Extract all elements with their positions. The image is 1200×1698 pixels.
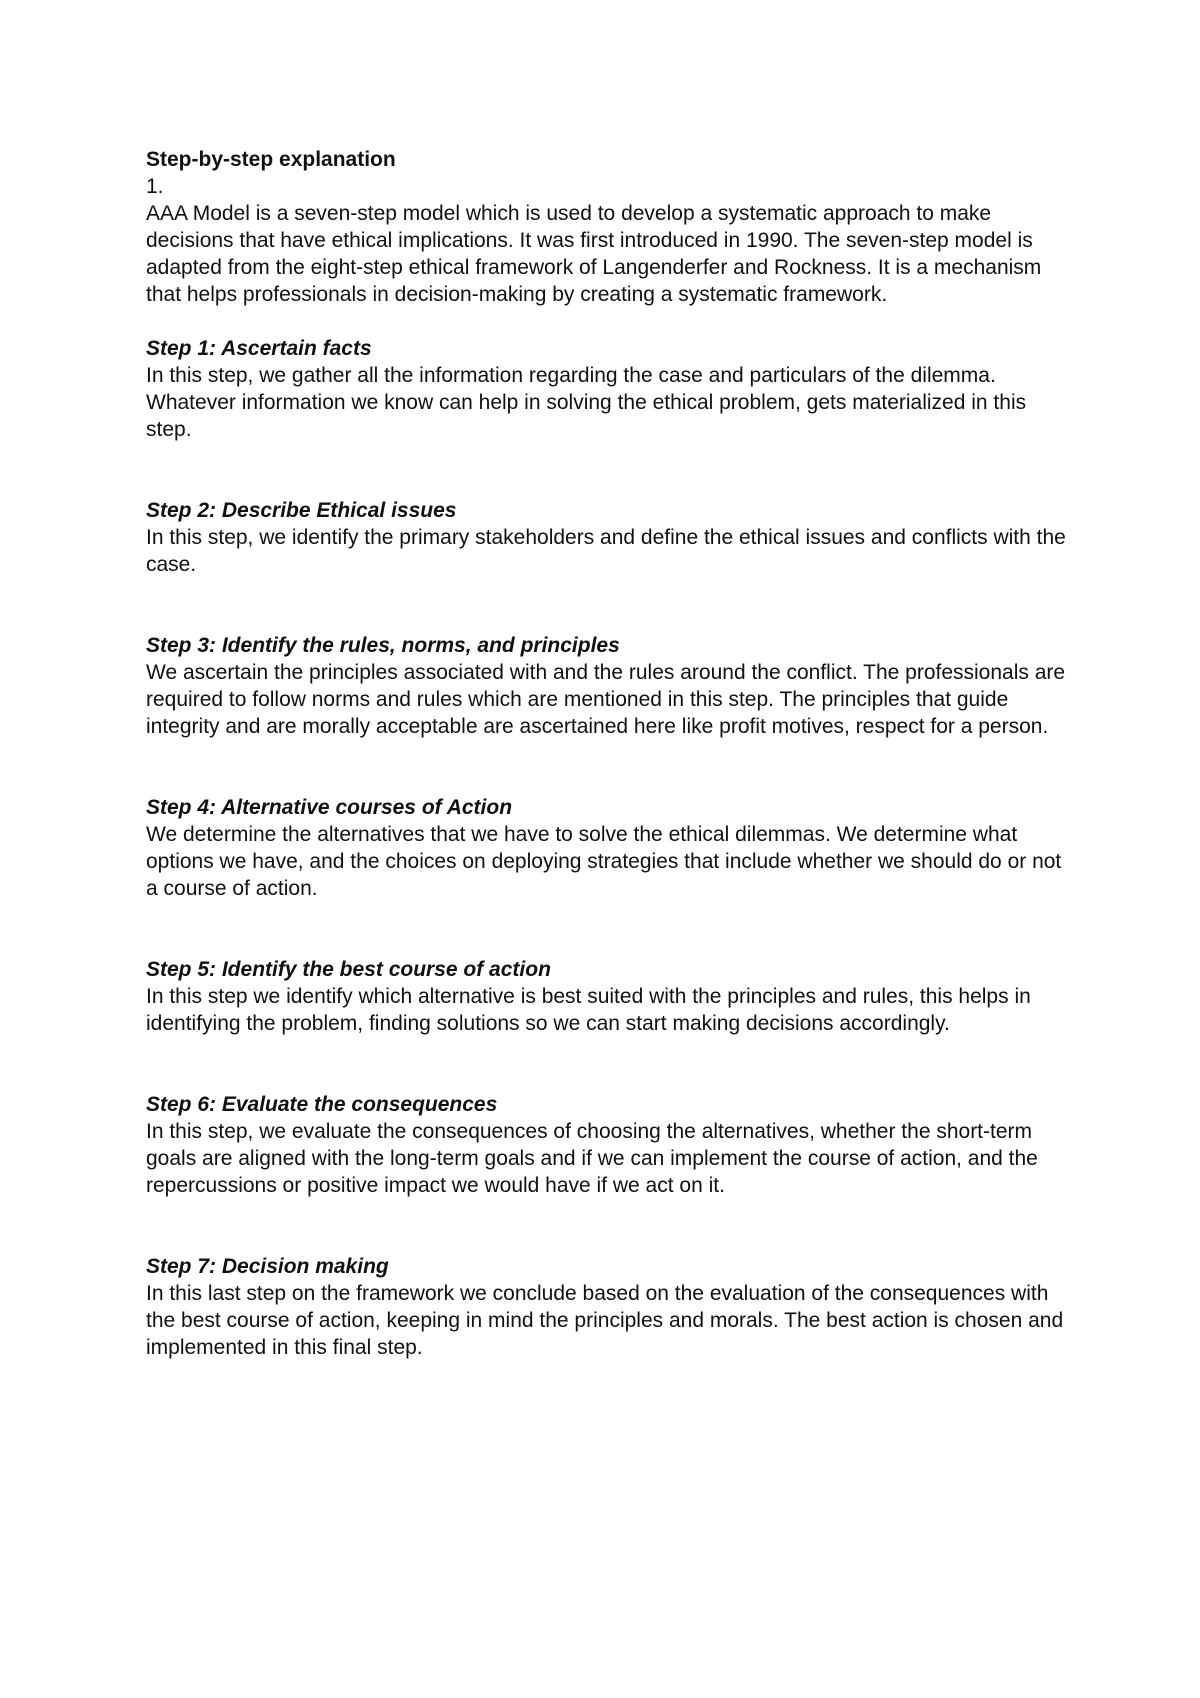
- step-heading: Step 7: Decision making: [146, 1255, 389, 1278]
- step-body: We determine the alternatives that we have to solve the ethical dilemmas. We determine what options we have, and the choices on deploying strategies that include whether we should do or not a course of action.: [146, 823, 1062, 900]
- intro-paragraph: AAA Model is a seven-step model which is used to develop a systematic approach to make decisions that have ethical implications. It was first introduced in 1990. The seven-step model is adapted from the eight-step ethical framework of Langenderfer and Rockness. It is a mechanism that helps professionals in decision-making by creating a systematic framework.: [146, 202, 1042, 306]
- step-heading: Step 6: Evaluate the consequences: [146, 1093, 498, 1116]
- spacer: [146, 1199, 1066, 1253]
- step-4: [146, 794, 1066, 902]
- step-3: [146, 632, 1066, 740]
- step-body: We ascertain the principles associated with and the rules around the conflict. The professionals are required to follow norms and rules which are mentioned in this step. The principles that guide integrity and are morally acceptable are ascertained here like profit motives, respect for a person.: [146, 661, 1066, 738]
- step-1: [146, 335, 1066, 443]
- step-body: In this step we identify which alternative is best suited with the principles and rules, this helps in identifying the problem, finding solutions so we can start making decisions accordingly.: [146, 985, 1031, 1035]
- spacer: [146, 740, 1066, 794]
- step-body: In this step, we evaluate the consequences of choosing the alternatives, whether the short-term goals are aligned with the long-term goals and if we can implement the course of action, and the repercussions or positive impact we would have if we act on it.: [146, 1120, 1038, 1197]
- section-number: 1.: [146, 175, 164, 198]
- step-heading: Step 5: Identify the best course of action: [146, 958, 551, 981]
- spacer: [146, 902, 1066, 956]
- spacer: [146, 308, 1066, 335]
- step-heading: Step 4: Alternative courses of Action: [146, 796, 513, 819]
- spacer: [146, 1037, 1066, 1091]
- spacer: [146, 443, 1066, 497]
- document-content: [146, 146, 1066, 1361]
- step-body: In this step, we gather all the information regarding the case and particulars of the dilemma. Whatever information we know can help in solving the ethical problem, gets materialized in this step.: [146, 364, 1027, 441]
- step-6: [146, 1091, 1066, 1199]
- step-body: In this step, we identify the primary stakeholders and define the ethical issues and conflicts with the case.: [146, 526, 1066, 576]
- step-2: [146, 497, 1066, 578]
- step-7: [146, 1253, 1066, 1361]
- step-heading: Step 1: Ascertain facts: [146, 337, 372, 360]
- step-5: [146, 956, 1066, 1037]
- step-heading: Step 3: Identify the rules, norms, and principles: [146, 634, 620, 657]
- spacer: [146, 578, 1066, 632]
- step-heading: Step 2: Describe Ethical issues: [146, 499, 457, 522]
- document-title: Step-by-step explanation: [146, 148, 396, 171]
- step-body: In this last step on the framework we conclude based on the evaluation of the consequences with the best course of action, keeping in mind the principles and morals. The best action is chosen and implemented in this final step.: [146, 1282, 1064, 1359]
